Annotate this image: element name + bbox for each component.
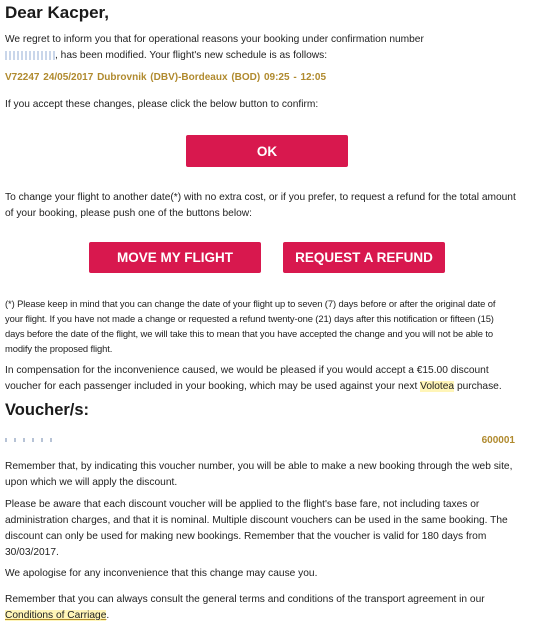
accept-instruction: If you accept these changes, please click the below button to confirm: [5, 99, 319, 110]
compensation-line-2 [5, 379, 535, 395]
footnote [5, 296, 535, 356]
redacted-voucher-name [5, 438, 55, 442]
intro-line-1: We regret to inform you that for operational reasons your booking under confirmation number [5, 34, 424, 45]
change-line-2: of your booking, please push one of the buttons below: [5, 208, 252, 219]
voucher-code: 600001 [481, 435, 515, 446]
footnote-line: (*) Please keep in mind that you can change the date of your flight up to seven (7) days before or after the original date of [5, 298, 496, 309]
intro-paragraph [5, 32, 535, 64]
compensation-end: purchase. [454, 381, 502, 392]
vouchers-heading: Voucher/s: [5, 401, 90, 419]
ok-button[interactable]: OK [186, 135, 348, 167]
footnote-line: modify the proposed flight. [5, 343, 113, 354]
brand-name: Volotea [420, 381, 455, 392]
voucher-conditions [5, 497, 535, 561]
compensation-paragraph [5, 363, 535, 395]
terms-line-1: Remember that you can always consult the general terms and conditions of the transport agreement in our [5, 594, 485, 605]
conditions-line: discount can only be used for making new bookings. Remember that the voucher is valid for 180 days from [5, 531, 487, 542]
change-line-1: To change your flight to another date(*) with no extra cost, or if you prefer, to request a refund for the total amount [5, 192, 516, 203]
conditions-line: administration charges, and that it is nominal. Multiple discount vouchers can be used in the same booking. The [5, 515, 508, 526]
move-flight-button[interactable]: MOVE MY FLIGHT [89, 242, 261, 273]
remember-line-1: Remember that, by indicating this voucher number, you will be able to make a new booking through the web site, [5, 461, 513, 472]
terms-end: . [106, 610, 110, 621]
change-instruction [5, 190, 535, 222]
conditions-line: 30/03/2017. [5, 547, 59, 558]
remember-line-2: upon which we will apply the discount. [5, 477, 178, 488]
terms-line-2 [5, 608, 535, 624]
flight-schedule: V72247 24/05/2017 Dubrovnik (DBV)-Bordeaux (BOD) 09:25 - 12:05 [5, 72, 327, 83]
conditions-line: Please be aware that each discount voucher will be applied to the flight's base fare, not including taxes or [5, 499, 480, 510]
compensation-line-1: In compensation for the inconvenience caused, we would be pleased if you would accept a €15.00 discount [5, 365, 489, 376]
compensation-text: voucher for each passenger included in your booking, which may be used against your next [5, 381, 421, 392]
footnote-line: days before the date of the flight, we will take this to mean that you have accepted the change and you will not be able to [5, 328, 494, 339]
conditions-of-carriage-link[interactable]: Conditions of Carriage [5, 610, 107, 621]
remember-paragraph [5, 459, 535, 491]
terms-paragraph [5, 592, 535, 624]
intro-line-2-text: , has been modified. Your flight's new schedule is as follows: [55, 50, 328, 61]
redacted-booking-number [5, 51, 55, 60]
apology: We apologise for any inconvenience that this change may cause you. [5, 568, 318, 579]
greeting: Dear Kacper, [5, 3, 109, 22]
intro-line-2 [5, 48, 535, 64]
request-refund-button[interactable]: REQUEST A REFUND [283, 242, 445, 273]
voucher-row [5, 433, 535, 449]
footnote-line: your flight. If you have not made a change or requested a refund twenty-one (21) days after this notification or fifteen (15) [5, 313, 494, 324]
